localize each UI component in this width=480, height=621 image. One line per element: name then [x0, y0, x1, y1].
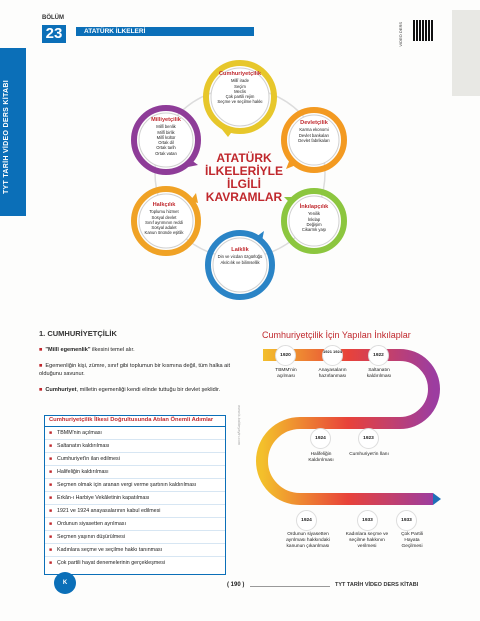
timeline-label: Halifeliğin Kaldırılması [308, 452, 334, 463]
bubble-item: Seçim [234, 83, 246, 89]
list-item: ■ Seçmen olmak için aranan vergi verme şartının kaldırılması [45, 479, 225, 492]
bubble-title: Laiklik [231, 247, 249, 253]
bubble-item: Devlet bankaları [298, 132, 330, 138]
timeline-label: Cumhuriyet'in İlanı [349, 452, 389, 457]
list-item: ■ Halifeliğin kaldırılması [45, 466, 225, 479]
bubble-item: Cikarmk yaşı [301, 227, 327, 233]
unit-title: ATATÜRK İLKELERİ [76, 27, 254, 36]
timeline-year: 1924 [310, 428, 331, 449]
unit-badge [42, 15, 64, 42]
timeline-year: 1921 1924 [322, 345, 343, 366]
timeline-label: Anayasaların hazırlanması [318, 368, 347, 379]
timeline-year: 1924 [296, 510, 317, 531]
center-line-4: KAVRAMLAR [205, 190, 283, 204]
book-title: TYT TARİH VİDEO DERS KİTABI [335, 582, 419, 588]
bubble-item: Millî benlik [156, 124, 176, 130]
center-line-1: ATATÜRK [216, 151, 272, 165]
qr-label: VIDEO DERS [398, 22, 403, 47]
bubble-title: Milliyetçilik [151, 117, 181, 123]
bubble-item: Ortak dil [158, 140, 174, 146]
bubble-item: Toplumu hizmet [149, 209, 179, 215]
bubble-item: Akılcılık ve bilimsellik [220, 259, 260, 265]
bubble-item: Ortak vatan [155, 150, 177, 156]
bubble-item: Din ve vicdan özgürlüğü [217, 254, 263, 260]
timeline-label: Çok Partili Hayata Geçilmesi [401, 532, 423, 549]
bubble-title: Devletçilik [300, 120, 328, 126]
diagram-center-title [184, 152, 304, 204]
bubble-item: Seçme ve seçilme hakkı [217, 99, 263, 105]
side-tab [0, 18, 26, 610]
bubble-item: Sosyal devlet [151, 214, 177, 220]
timeline-year: 1923 [358, 428, 379, 449]
bubble-title: İnkılapçılık [299, 204, 329, 210]
side-tab-text: TYT TARİH VİDEO DERS KİTABI [3, 80, 10, 195]
timeline-year: 1922 [368, 345, 389, 366]
bubble-item: Meclis [234, 88, 246, 94]
timeline-year: 1933 [357, 510, 378, 531]
publisher-logo: K [54, 572, 76, 594]
steps-box-heading: Cumhuriyetçilik İlkesi Doğrultusunda Atılan Önemli Adımlar [45, 416, 225, 427]
steps-box [44, 415, 226, 575]
page-footer [150, 582, 440, 590]
timeline-label: Kadınlara seçme ve seçilme hakkının verilmesi [345, 532, 389, 549]
page-number: ( 190 ) [227, 582, 245, 588]
bubble-title: Cumhuriyetçilik [219, 71, 261, 77]
bubble-title: Halkçılık [152, 202, 176, 208]
list-item: ■ Saltanatın kaldırılması [45, 440, 225, 453]
list-item: ■ Çok partili hayat denemelerinin gerçekleşmesi [49, 560, 166, 567]
bubble-item: İnkılap [307, 216, 321, 222]
unit-label: BÖLÜM [42, 15, 64, 21]
list-item: ■ Cumhuriyet'in ilan edilmesi [45, 453, 225, 466]
bubble-item: Kanun önünde eşitlik [144, 230, 184, 236]
bubble-halkcilik [136, 203, 192, 236]
bubble-item: Ortak tarih [156, 145, 176, 151]
bubble-item: Çok partili rejim [225, 94, 255, 100]
bubble-item: Millî irade [231, 78, 249, 84]
qr-code-icon[interactable] [413, 20, 434, 41]
bubble-cumhuriyetcilik [210, 72, 270, 105]
bullet-1: ■ "Millî egemenlik" ilkesini temel alır. [39, 347, 135, 353]
bubble-item: Millî birlik [157, 129, 175, 135]
bullet-3: ■ Cumhuriyet, milletin egemenliği kendi elinde tuttuğu bir devlet şeklidir. [39, 387, 221, 393]
bubble-item: Karma ekonomi [299, 127, 329, 133]
timeline-year: 1933 [396, 510, 417, 531]
website-note: www.k-kaliteyayin.com [237, 405, 242, 446]
list-item: ■ Erkân-ı Harbiye Vekâletinin kapatılması [45, 492, 225, 505]
bubble-item: Değişim [306, 221, 322, 227]
bubble-laiklik [212, 248, 268, 265]
bubble-item: Millî kültür [156, 134, 176, 140]
bubble-devletcilik [290, 121, 338, 143]
timeline-label: Saltanatın kaldırılması [366, 368, 392, 379]
center-line-3: İLGİLİ [227, 177, 261, 191]
footer-divider [250, 586, 330, 587]
bubble-item: Yenilik [308, 211, 320, 217]
timeline-label: Ordunun siyasetten ayrılması hakkındaki kanunun çıkarılması [286, 532, 330, 549]
bubble-inkilapcilik [290, 205, 338, 232]
section-heading: 1. CUMHURİYETÇİLİK [39, 329, 117, 338]
list-item: ■ Seçmen yaşının düşürülmesi [45, 531, 225, 544]
timeline-title: Cumhuriyetçilik İçin Yapılan İnkılaplar [262, 330, 411, 340]
timeline-year: 1920 [275, 345, 296, 366]
bubble-item: Sınıf ayrımının reddi [145, 219, 183, 225]
page-corner-tab [452, 10, 480, 96]
list-item: ■ 1921 ve 1924 anayasalarının kabul edilmesi [45, 505, 225, 518]
unit-number: 23 [42, 25, 66, 43]
list-item: ■ Kadınlara seçme ve seçilme hakkı tanınması [45, 544, 225, 557]
bubble-milliyetcilik [140, 118, 192, 156]
list-item: ■ Ordunun siyasetten ayrılması [45, 518, 225, 531]
bullet-2: ■ Egemenliğin kişi, zümre, sınıf gibi toplumun bir kısmına değil, tüm halka ait olduğunu savunur. [39, 363, 231, 378]
bubble-item: Sosyal adalet [151, 225, 177, 231]
bubble-item: Devlet fabrikaları [298, 137, 330, 143]
list-item: ■ TBMM'nin açılması [45, 427, 225, 440]
timeline-label: TBMM'nin açılması [275, 368, 297, 379]
center-line-2: İLKELERİYLE [204, 164, 283, 178]
